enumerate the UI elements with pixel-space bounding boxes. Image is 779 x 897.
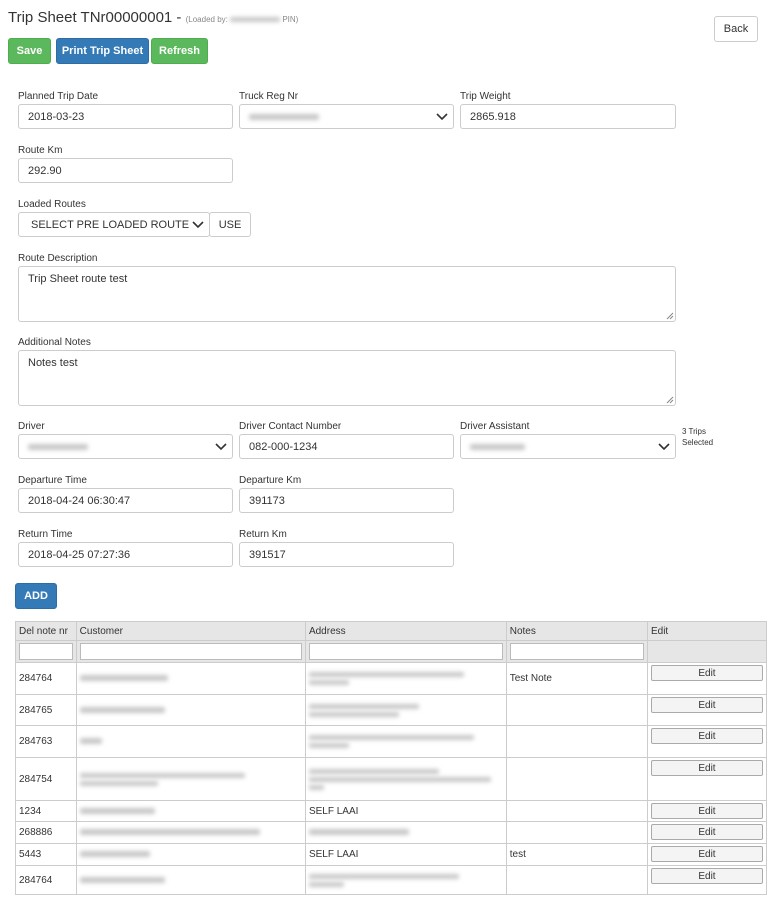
notes-cell: test	[506, 844, 647, 866]
filter-customer-input[interactable]	[80, 643, 302, 660]
redacted-truck-reg	[249, 114, 319, 120]
driver-select[interactable]	[18, 434, 233, 459]
loaded-routes-select[interactable]	[18, 212, 210, 237]
customer-cell	[76, 663, 305, 695]
driver-assistant-select[interactable]	[460, 434, 676, 459]
redacted-customer	[80, 877, 165, 883]
return-time-input[interactable]: 2018-04-25 07:27:36	[18, 542, 233, 567]
redacted-customer	[80, 707, 165, 713]
add-button[interactable]: ADD	[15, 583, 57, 609]
refresh-button[interactable]: Refresh	[151, 38, 208, 64]
address-cell	[305, 695, 506, 726]
address-cell: SELF LAAI	[305, 844, 506, 866]
customer-cell	[76, 866, 305, 895]
route-description-label: Route Description	[18, 253, 98, 264]
address-cell	[305, 758, 506, 801]
customer-cell	[76, 758, 305, 801]
col-header-address[interactable]: Address	[305, 622, 506, 641]
planned-trip-date-input[interactable]: 2018-03-23	[18, 104, 233, 129]
deliveries-table	[15, 621, 767, 895]
col-header-notes[interactable]: Notes	[506, 622, 647, 641]
redacted-customer	[80, 675, 168, 681]
print-trip-sheet-button[interactable]: Print Trip Sheet	[56, 38, 149, 64]
edit-button[interactable]: Edit	[651, 868, 763, 884]
notes-cell	[506, 758, 647, 801]
col-header-del-note[interactable]: Del note nr	[16, 622, 77, 641]
use-route-button[interactable]: USE	[209, 212, 251, 237]
address-cell	[305, 866, 506, 895]
trip-weight-input[interactable]: 2865.918	[460, 104, 676, 129]
col-header-edit: Edit	[647, 622, 766, 641]
del-note-cell: 1234	[16, 801, 77, 822]
edit-button[interactable]: Edit	[651, 665, 763, 681]
departure-time-label: Departure Time	[18, 475, 87, 486]
loaded-routes-label: Loaded Routes	[18, 199, 86, 210]
departure-km-input[interactable]: 391173	[239, 488, 454, 513]
address-cell	[305, 822, 506, 844]
del-note-cell: 284754	[16, 758, 77, 801]
edit-button[interactable]: Edit	[651, 824, 763, 840]
edit-button[interactable]: Edit	[651, 760, 763, 776]
notes-cell	[506, 801, 647, 822]
filter-row	[16, 641, 767, 663]
table-row	[16, 822, 767, 844]
resize-grip-icon[interactable]	[666, 312, 674, 320]
route-km-input[interactable]: 292.90	[18, 158, 233, 183]
table-row	[16, 726, 767, 758]
redacted-user	[230, 17, 280, 22]
redacted-customer	[80, 829, 260, 835]
filter-address-input[interactable]	[309, 643, 503, 660]
additional-notes-label: Additional Notes	[18, 337, 91, 348]
redacted-customer	[80, 851, 150, 857]
del-note-cell: 284764	[16, 663, 77, 695]
back-button[interactable]: Back	[714, 16, 758, 42]
chevron-down-icon	[658, 442, 670, 452]
filter-notes-input[interactable]	[510, 643, 644, 660]
return-km-input[interactable]: 391517	[239, 542, 454, 567]
redacted-assistant	[470, 444, 525, 450]
departure-km-label: Departure Km	[239, 475, 302, 486]
customer-cell	[76, 822, 305, 844]
col-header-customer[interactable]: Customer	[76, 622, 305, 641]
edit-button[interactable]: Edit	[651, 728, 763, 744]
del-note-cell: 284764	[16, 866, 77, 895]
notes-cell	[506, 695, 647, 726]
table-row	[16, 844, 767, 866]
filter-del-note-input[interactable]	[19, 643, 73, 660]
del-note-cell: 284763	[16, 726, 77, 758]
customer-cell	[76, 844, 305, 866]
del-note-cell: 284765	[16, 695, 77, 726]
chevron-down-icon	[192, 220, 204, 230]
del-note-cell: 5443	[16, 844, 77, 866]
edit-button[interactable]: Edit	[651, 803, 763, 819]
driver-contact-label: Driver Contact Number	[239, 421, 342, 432]
truck-reg-nr-label: Truck Reg Nr	[239, 91, 299, 102]
edit-button[interactable]: Edit	[651, 697, 763, 713]
customer-cell	[76, 695, 305, 726]
chevron-down-icon	[436, 112, 448, 122]
table-row	[16, 801, 767, 822]
truck-reg-nr-select[interactable]	[239, 104, 454, 129]
chevron-down-icon	[215, 442, 227, 452]
route-km-label: Route Km	[18, 145, 63, 156]
table-row	[16, 663, 767, 695]
address-cell	[305, 726, 506, 758]
edit-button[interactable]: Edit	[651, 846, 763, 862]
table-row	[16, 758, 767, 801]
return-km-label: Return Km	[239, 529, 287, 540]
address-cell: SELF LAAI	[305, 801, 506, 822]
trip-weight-label: Trip Weight	[460, 91, 511, 102]
departure-time-input[interactable]: 2018-04-24 06:30:47	[18, 488, 233, 513]
page-title	[8, 9, 298, 26]
trip-sheet-title: Trip Sheet TNr00000001 -	[8, 9, 182, 26]
notes-cell	[506, 822, 647, 844]
notes-cell: Test Note	[506, 663, 647, 695]
del-note-cell: 268886	[16, 822, 77, 844]
resize-grip-icon[interactable]	[666, 396, 674, 404]
table-header-row	[16, 622, 767, 641]
driver-label: Driver	[18, 421, 45, 432]
driver-contact-input[interactable]: 082-000-1234	[239, 434, 454, 459]
route-description-textarea[interactable]	[18, 266, 676, 322]
table-row	[16, 695, 767, 726]
trips-selected-note: 3 Trips Selected	[682, 427, 714, 447]
loaded-by-text: (Loaded by: PIN)	[185, 15, 299, 24]
redacted-customer	[80, 808, 155, 814]
table-row	[16, 866, 767, 895]
save-button[interactable]: Save	[8, 38, 51, 64]
additional-notes-textarea[interactable]	[18, 350, 676, 406]
return-time-label: Return Time	[18, 529, 73, 540]
notes-cell	[506, 726, 647, 758]
additional-notes-value: Notes test	[28, 357, 78, 369]
notes-cell	[506, 866, 647, 895]
address-cell	[305, 663, 506, 695]
redacted-driver	[28, 444, 88, 450]
driver-assistant-label: Driver Assistant	[460, 421, 530, 432]
loaded-routes-value: SELECT PRE LOADED ROUTE	[31, 218, 190, 231]
route-description-value: Trip Sheet route test	[28, 273, 128, 285]
customer-cell	[76, 726, 305, 758]
customer-cell	[76, 801, 305, 822]
planned-trip-date-label: Planned Trip Date	[18, 91, 99, 102]
redacted-customer	[80, 738, 102, 744]
